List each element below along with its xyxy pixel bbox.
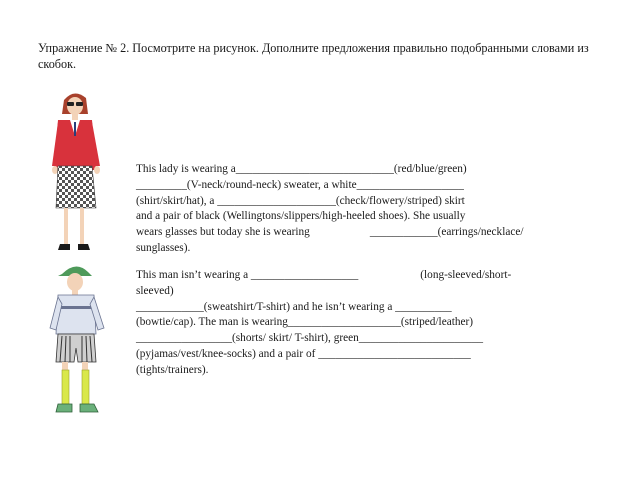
text-line: sunglasses). [136, 241, 191, 254]
text-segment: ____________(earrings/necklace/ [369, 226, 524, 239]
text-line: This lady is wearing a____________________________(red/blue/green) [136, 163, 467, 175]
text-line: (pyjamas/vest/knee-socks) and a pair of ___________________________ [136, 347, 471, 360]
text-line: (bowtie/cap). The man is wearing____________________(striped/leather) [136, 316, 474, 329]
text-segment: This man isn’t wearing a ___________________ [136, 269, 359, 281]
text-line: _________________(shorts/ skirt/ T-shirt), green______________________ [136, 332, 484, 345]
man-illustration [48, 262, 110, 418]
lady-paragraph [136, 162, 576, 257]
text-line: and a pair of black (Wellingtons/slippers/high-heeled shoes). She usually [136, 210, 466, 223]
text-line: _________(V-neck/round-neck) sweater, a white___________________ [136, 178, 464, 191]
text-line: (shirt/skirt/hat), a _____________________(check/flowery/striped) skirt [136, 194, 465, 207]
man-paragraph [136, 268, 576, 379]
text-segment: wears glasses but today she is wearing [136, 226, 310, 239]
text-segment: (long-sleeved/short- [420, 269, 512, 281]
lady-illustration [44, 90, 108, 254]
text-line: (tights/trainers). [136, 363, 209, 376]
text-line [136, 268, 576, 284]
exercise-title: Упражнение № 2. Посмотрите на рисунок. Дополните предложения правильно подобранными словами из скобок. [38, 41, 589, 71]
text-line: ____________(sweatshirt/T-shirt) and he isn’t wearing a __________ [136, 300, 452, 313]
text-line [136, 225, 576, 241]
text-line: sleeved) [136, 284, 174, 297]
